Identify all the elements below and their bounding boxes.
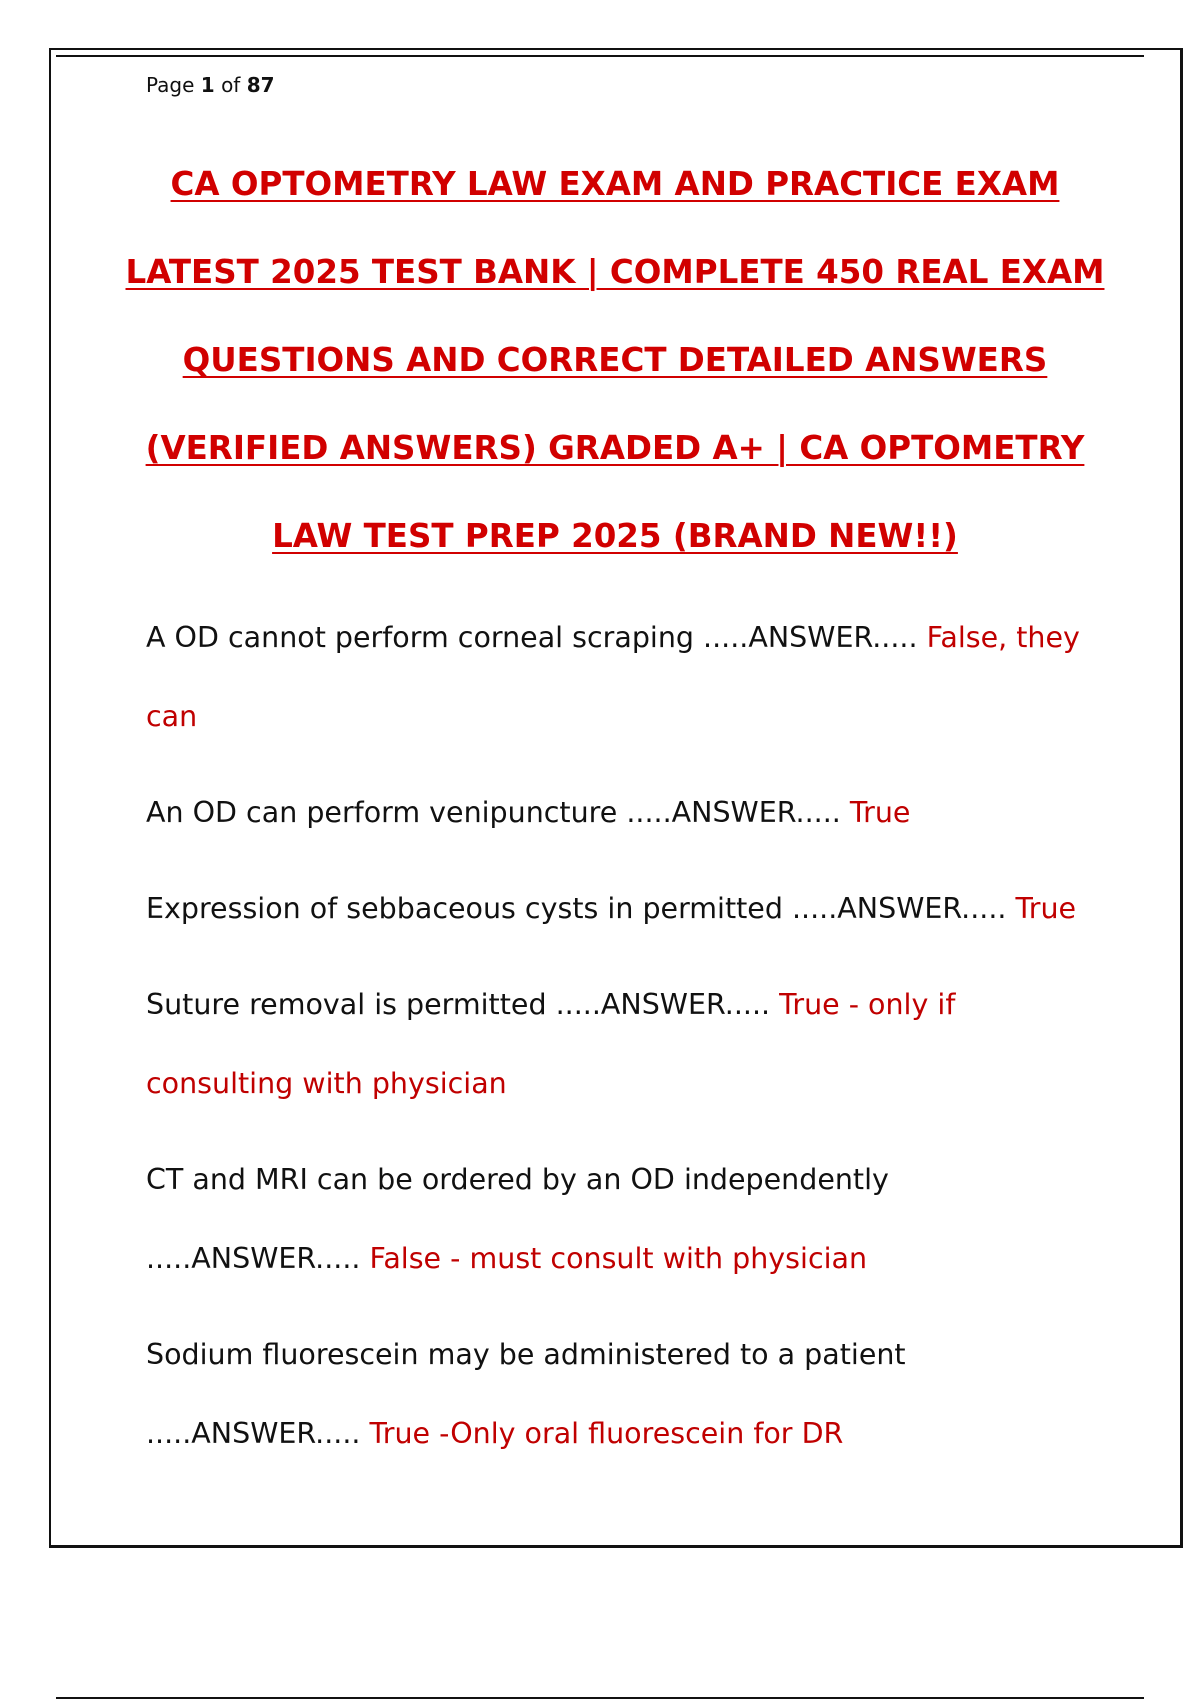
qa-item xyxy=(146,1315,1106,1473)
title-line xyxy=(60,404,1170,492)
title-line-text: CA OPTOMETRY LAW EXAM AND PRACTICE EXAM xyxy=(170,165,1060,203)
title-line xyxy=(60,228,1170,316)
document-title xyxy=(60,140,1170,580)
qa-list xyxy=(146,598,1106,1490)
title-line-text: (VERIFIED ANSWERS) GRADED A+ | CA OPTOMETRY xyxy=(145,429,1085,467)
top-rule xyxy=(56,55,1144,57)
title-line xyxy=(60,316,1170,404)
question-text: Expression of sebbaceous cysts in permitted .....ANSWER..... xyxy=(146,892,1016,925)
qa-item xyxy=(146,965,1106,1123)
title-line xyxy=(60,492,1170,580)
title-line-text: LAW TEST PREP 2025 (BRAND NEW!!) xyxy=(272,517,958,555)
qa-item xyxy=(146,598,1106,756)
title-line-text: QUESTIONS AND CORRECT DETAILED ANSWERS xyxy=(182,341,1048,379)
question-text: Sodium fluorescein may be administered to a patient .....ANSWER..... xyxy=(146,1338,906,1450)
title-line xyxy=(60,140,1170,228)
qa-item xyxy=(146,1140,1106,1298)
question-text: A OD cannot perform corneal scraping .....ANSWER..... xyxy=(146,621,927,654)
title-line-text: LATEST 2025 TEST BANK | COMPLETE 450 REAL EXAM xyxy=(125,253,1105,291)
question-text: CT and MRI can be ordered by an OD independently .....ANSWER..... xyxy=(146,1163,889,1275)
answer-text: True xyxy=(849,796,911,829)
page-of: of xyxy=(221,73,241,97)
qa-item xyxy=(146,773,1106,852)
qa-item xyxy=(146,869,1106,948)
bottom-rule xyxy=(56,1697,1144,1699)
answer-text: False, they can xyxy=(146,621,1080,733)
answer-text: True - only if consulting with physician xyxy=(146,988,956,1100)
page-current: 1 xyxy=(200,73,215,97)
question-text: An OD can perform venipuncture .....ANSWER..... xyxy=(146,796,850,829)
answer-text: False - must consult with physician xyxy=(369,1242,868,1275)
answer-text: True xyxy=(1015,892,1077,925)
page-label: Page xyxy=(146,73,195,97)
question-text: Suture removal is permitted .....ANSWER..... xyxy=(146,988,780,1021)
page-number xyxy=(146,73,275,97)
page-total: 87 xyxy=(246,73,275,97)
answer-text: True -Only oral fluorescein for DR xyxy=(369,1417,844,1450)
